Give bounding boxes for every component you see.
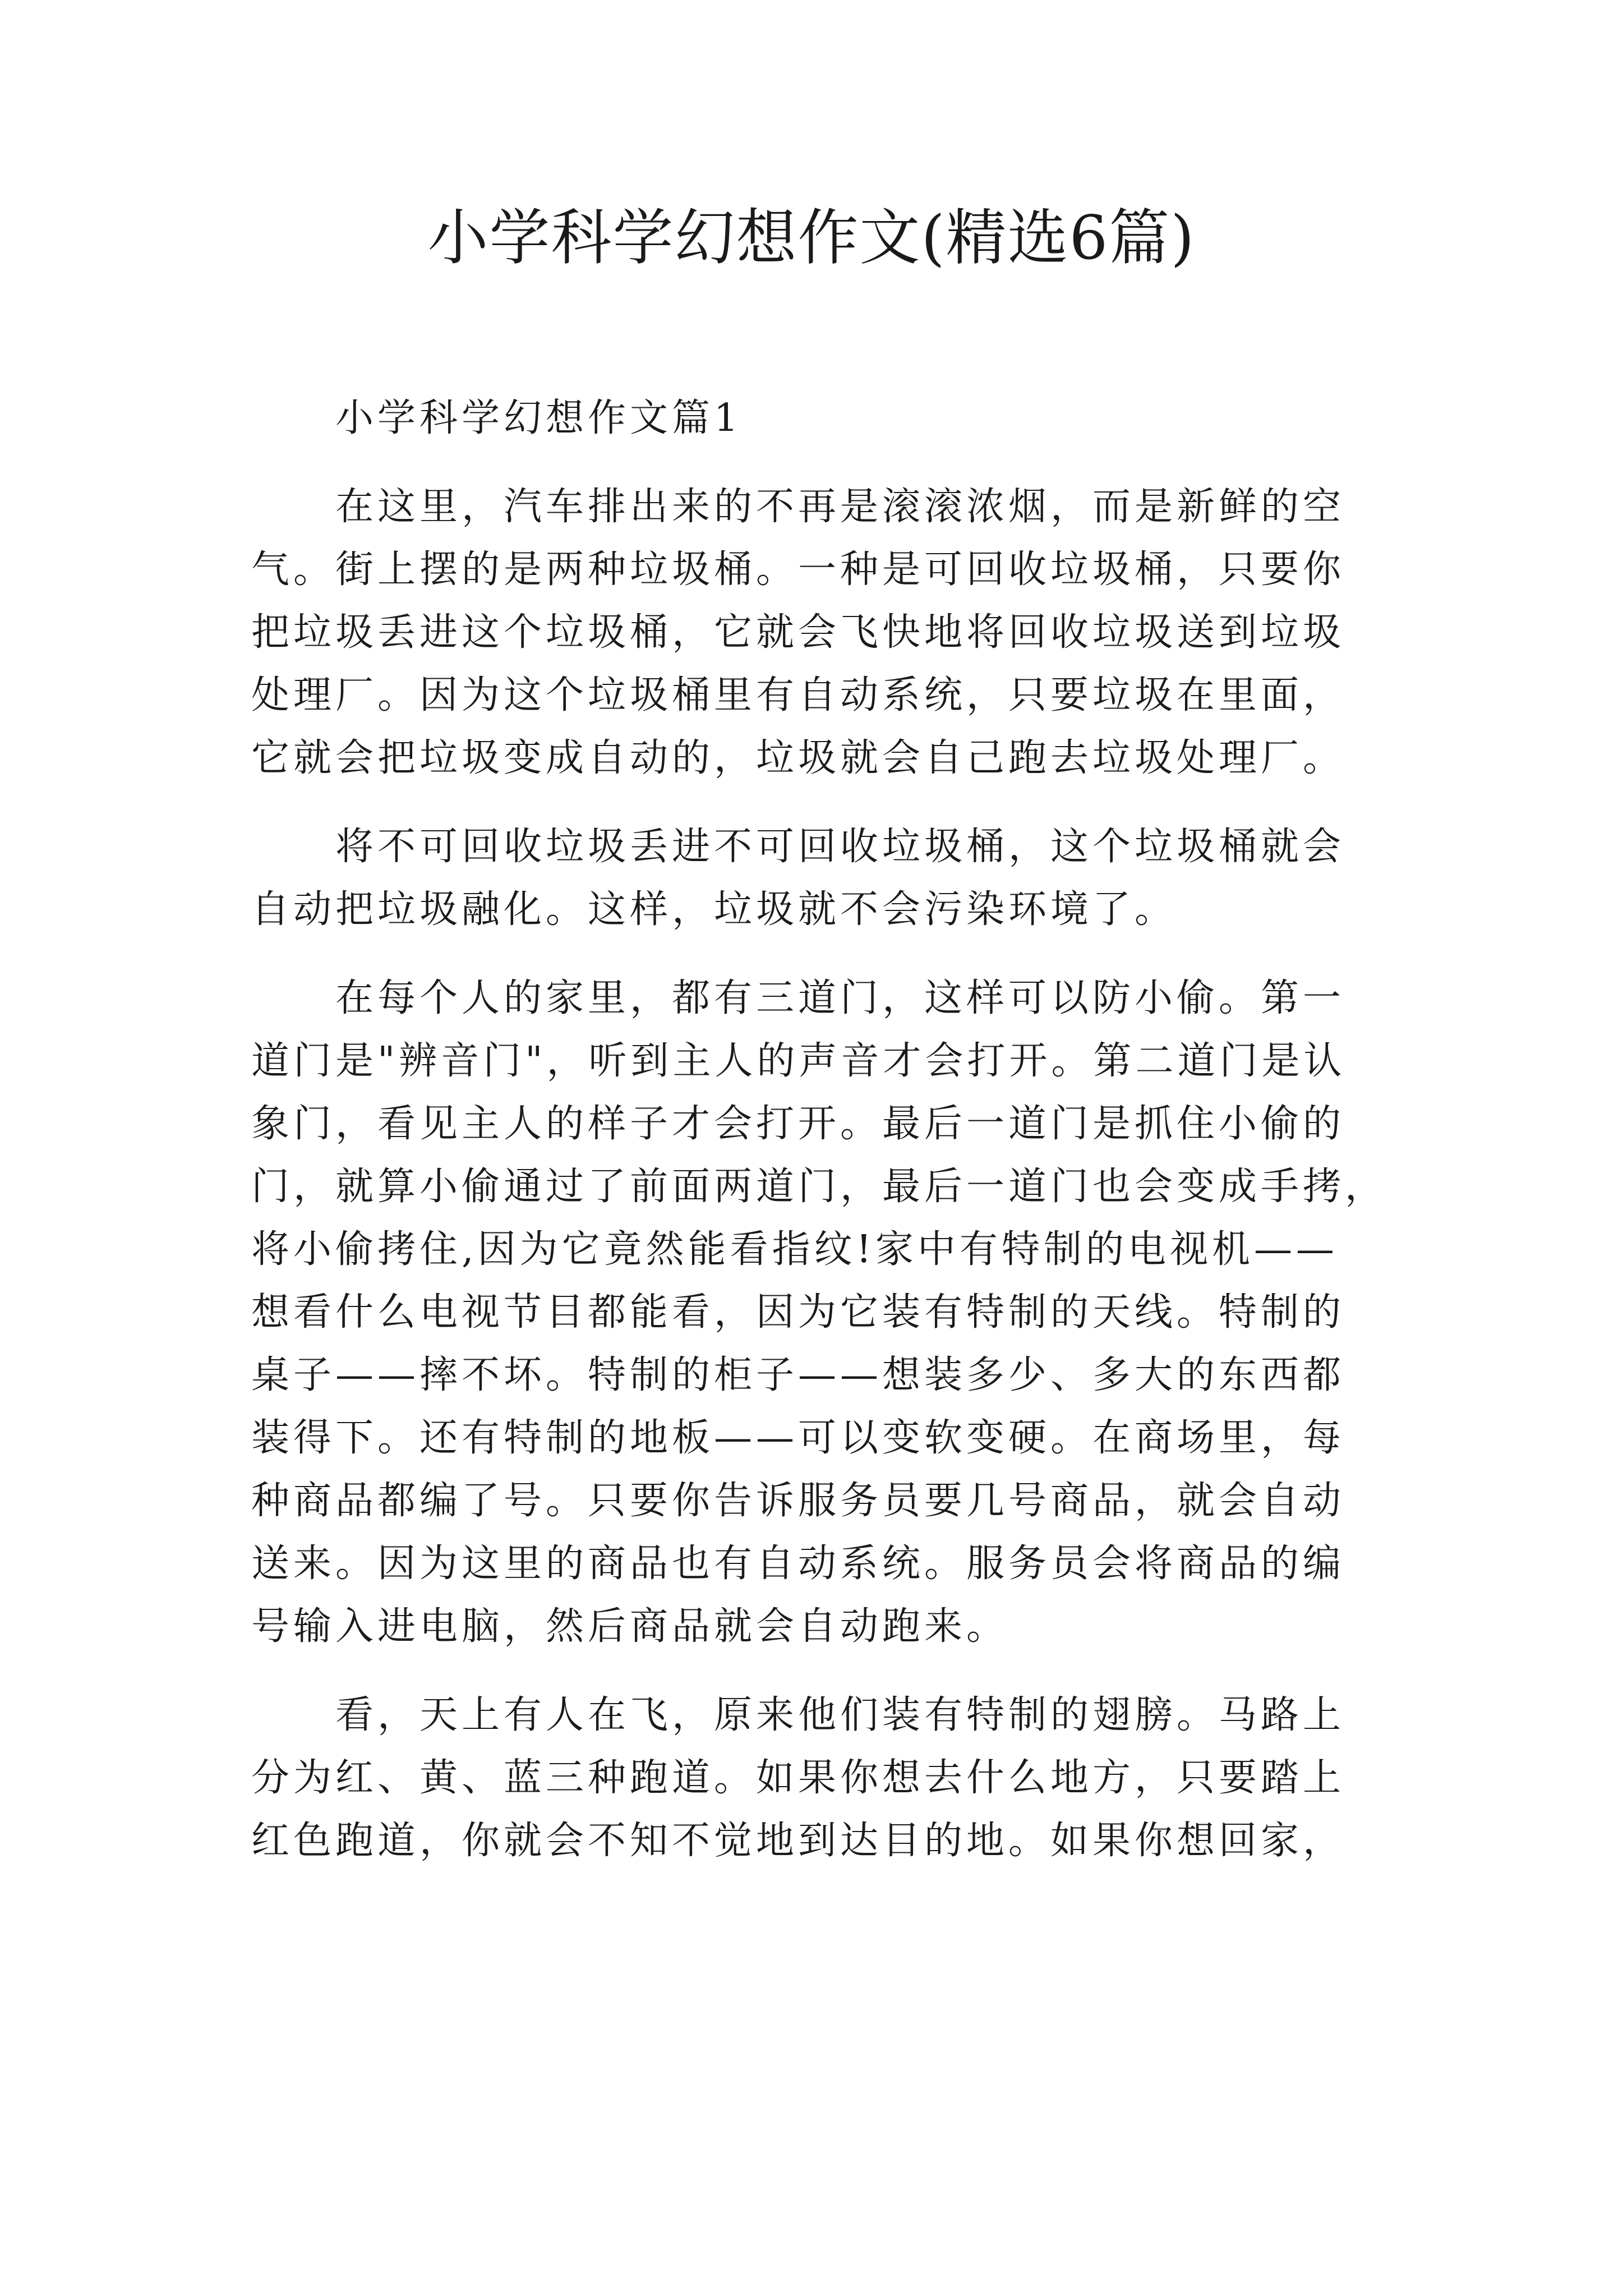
paragraph xyxy=(251,1684,1378,1872)
text-line: 处理厂。因为这个垃圾桶里有自动系统，只要垃圾在里面， xyxy=(251,673,1345,717)
text-line: 号输入进电脑，然后商品就会自动跑来。 xyxy=(251,1604,1009,1649)
text-line: 气。街上摆的是两种垃圾桶。一种是可回收垃圾桶，只要你 xyxy=(251,547,1345,592)
paragraph-gap xyxy=(251,790,1378,816)
text-line: 在这里，汽车排出来的不再是滚滚浓烟，而是新鲜的空 xyxy=(335,485,1345,529)
paragraph-gap xyxy=(251,450,1378,476)
text-line: 装得下。还有特制的地板——可以变软变硬。在商场里，每 xyxy=(251,1416,1345,1460)
text-line: 分为红、黄、蓝三种跑道。如果你想去什么地方，只要踏上 xyxy=(251,1756,1345,1800)
document-body xyxy=(251,387,1387,1872)
text-line: 想看什么电视节目都能看，因为它装有特制的天线。特制的 xyxy=(251,1290,1345,1335)
text-line: 送来。因为这里的商品也有自动系统。服务员会将商品的编 xyxy=(251,1542,1345,1586)
text-line: 桌子——摔不坏。特制的柜子——想装多少、多大的东西都 xyxy=(251,1353,1345,1397)
text-line: 把垃圾丢进这个垃圾桶，它就会飞快地将回收垃圾送到垃圾 xyxy=(251,610,1345,655)
text-line: 将不可回收垃圾丢进不可回收垃圾桶，这个垃圾桶就会 xyxy=(335,825,1345,869)
text-line: 象门，看见主人的样子才会打开。最后一道门是抓住小偷的 xyxy=(251,1102,1345,1146)
paragraph-gap xyxy=(251,1658,1378,1684)
text-line: 道门是"辨音门"，听到主人的声音才会打开。第二道门是认 xyxy=(251,1039,1346,1083)
document-title: 小学科学幻想作文(精选6篇) xyxy=(427,203,1196,273)
paragraph xyxy=(251,816,1378,941)
text-line: 在每个人的家里，都有三道门，这样可以防小偷。第一 xyxy=(335,976,1345,1020)
text-line: 它就会把垃圾变成自动的，垃圾就会自己跑去垃圾处理厂。 xyxy=(251,736,1345,780)
text-line: 看，天上有人在飞，原来他们装有特制的翅膀。马路上 xyxy=(335,1693,1345,1737)
text-line: 种商品都编了号。只要你告诉服务员要几号商品，就会自动 xyxy=(251,1479,1345,1523)
text-line: 将小偷拷住,因为它竟然能看指纹!家中有特制的电视机—— xyxy=(251,1227,1338,1272)
paragraph xyxy=(251,476,1378,790)
text-line: 红色跑道，你就会不知不觉地到达目的地。如果你想回家， xyxy=(251,1819,1345,1863)
text-line: 自动把垃圾融化。这样，垃圾就不会污染环境了。 xyxy=(251,887,1177,932)
text-line: 门，就算小偷通过了前面两道门，最后一道门也会变成手拷， xyxy=(251,1165,1387,1209)
paragraph xyxy=(251,967,1387,1658)
section-heading: 小学科学幻想作文篇1 xyxy=(335,396,743,440)
paragraph-gap xyxy=(251,941,1378,967)
